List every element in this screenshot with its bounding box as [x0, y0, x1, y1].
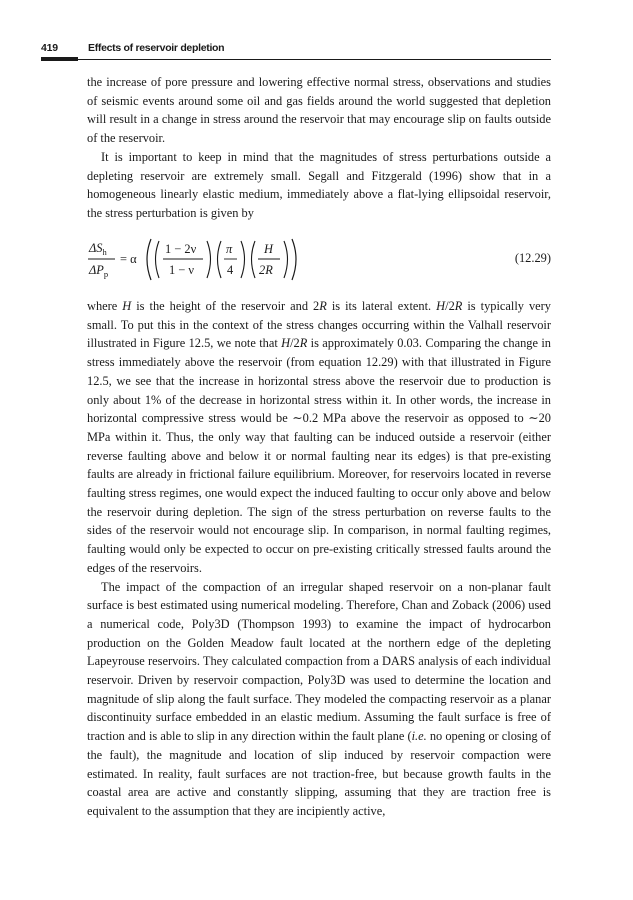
f3-paren-right: [284, 241, 288, 278]
running-title: Effects of reservoir depletion: [88, 42, 225, 54]
outer-paren-right: [292, 239, 296, 280]
header-rule-thin: [78, 59, 551, 60]
f3-denominator: 2R: [259, 263, 273, 277]
f2-paren-left: [218, 241, 222, 278]
paragraph-1: the increase of pore pressure and lowering effective normal stress, observations and studies of seismic events around some oil and gas fields around the world suggested that depletion will result in a change in stress around the reservoir that may encourage slip on faults outside of the reservoir.: [87, 75, 551, 146]
equation-formula: [87, 236, 347, 284]
outer-paren-left: [147, 239, 151, 280]
paragraph-2: It is important to keep in mind that the magnitudes of stress perturbations outside a depleting reservoir are extremely small. Segall and Fitzgerald (1996) show that in a homogeneous linearly elastic medium, immediately above a flat-lying ellipsoidal reservoir, the stress perturbation is given by: [87, 149, 551, 220]
f1-numerator: 1 − 2ν: [165, 242, 197, 256]
paragraph-3: where H is the height of the reservoir and 2R is its lateral extent. H/2R is typically very small. To put this in the context of the stress changes occurring within the Valhall reservoir illustrated in Figure 12.5, we note that H/2R is approximately 0.03. Comparing the change in stress immediately above the reservoir (from equation 12.29) with that illustrated in Figure 12.5, we see that the increase in horizontal stress above the reservoir due to production is only about 1% of the decrease in horizontal stress within it. In other words, the increase in horizontal compressive stress would be ∼0.2 MPa above the reservoir as opposed to ∼20 MPa within it. Thus, the only way that faulting can be induced outside a reservoir (either reverse faulting above and below it or normal faulting near its edges) is that pre-existing faults are already in frictional failure equilibrium. Moreover, for reservoirs located in reverse faulting stress regimes, one would expect the induced faulting to occur only above and below the reservoir during depletion. The sign of the stress perturbation on reverse faults to the sides of the reservoir would not encourage slip. In comparison, in normal faulting regimes, faulting would only be expected to occur on pre-existing critically stressed faults around the edges of the reservoirs.: [87, 299, 551, 575]
page-number: 419: [41, 42, 58, 54]
f1-paren-right: [207, 241, 211, 278]
f3-numerator: H: [264, 242, 273, 256]
text-block-top: [87, 73, 551, 223]
f2-numerator: π: [226, 242, 233, 256]
f1-paren-left: [156, 241, 160, 278]
f2-denominator: 4: [227, 263, 234, 277]
f2-paren-right: [241, 241, 245, 278]
text-block-bottom: [87, 297, 551, 821]
lhs-numerator: $\Delta S_h$: [89, 241, 107, 257]
f3-paren-left: [252, 241, 256, 278]
lhs-denominator: $\Delta P_p$: [89, 263, 109, 279]
paragraph-4: The impact of the compaction of an irregular shaped reservoir on a non-planar fault surface is best estimated using numerical modeling. Therefore, Chan and Zoback (2006) used a numerical code, Poly3D (Thompson 1993) to examine the impact of hydrocarbon production on the Golden Meadow fault located at the northern edge of the depleting Lapeyrouse reservoirs. They calculated compaction from a DARS analysis of each individual reservoir. Driven by reservoir compaction, Poly3D was used to determine the location and magnitude of slip along the fault surface. They modeled the compacting reservoir as a planar discontinuity surface embedded in an elastic medium. Assuming the fault surface is free of traction and is able to slip in any direction within the fault plane (i.e. no opening or closing of the fault), the magnitude and location of slip induced by reservoir compaction were estimated. In reality, fault surfaces are not traction-free, but because growth faults in the coastal area are active and constantly slipping, assuming that they are traction free is equivalent to the assumption that they are incipiently active,: [87, 579, 552, 818]
equation-number: (12.29): [514, 251, 551, 265]
f1-denominator: 1 − ν: [169, 263, 194, 277]
page-header: [41, 42, 551, 60]
equals-alpha: = α: [120, 252, 137, 266]
equation-12-29: [87, 236, 551, 284]
header-rule-thick: [41, 57, 78, 61]
